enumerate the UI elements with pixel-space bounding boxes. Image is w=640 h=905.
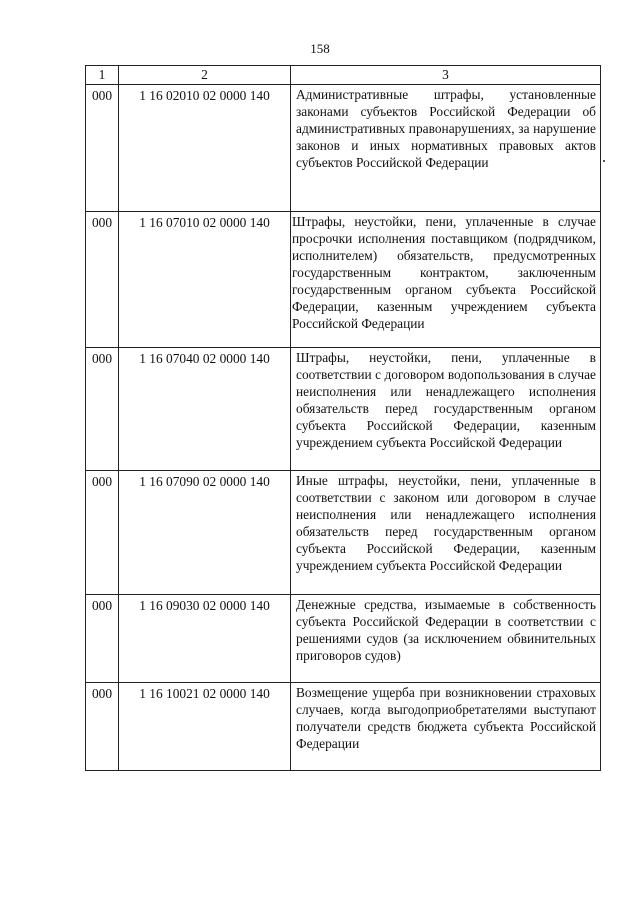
column-header-1: 1	[86, 66, 119, 85]
revenue-name-cell: Административные штрафы, установленные законами субъектов Российской Федерации об административных правонарушениях, за нарушение законов и иных нормативных правовых актов субъектов Российской Федерации	[291, 85, 601, 212]
table-row	[86, 348, 601, 471]
column-header-3: 3	[291, 66, 601, 85]
table-row	[86, 595, 601, 683]
page-number: 158	[310, 41, 330, 56]
scan-speck	[603, 160, 605, 162]
classification-code-cell: 1 16 07040 02 0000 140	[119, 348, 291, 471]
admin-code-cell: 000	[86, 212, 119, 348]
revenue-name-cell: Денежные средства, изымаемые в собственность субъекта Российской Федерации в соответствии с решениями судов (за исключением обвинительных приговоров судов)	[291, 595, 601, 683]
classification-code-cell: 1 16 07010 02 0000 140	[119, 212, 291, 348]
admin-code-cell: 000	[86, 348, 119, 471]
admin-code-cell: 000	[86, 85, 119, 212]
table-row	[86, 683, 601, 771]
table-row	[86, 471, 601, 595]
table-row	[86, 85, 601, 212]
admin-code-cell: 000	[86, 471, 119, 595]
column-header-2: 2	[119, 66, 291, 85]
admin-code-cell: 000	[86, 683, 119, 771]
classification-code-cell: 1 16 09030 02 0000 140	[119, 595, 291, 683]
classification-code-cell: 1 16 07090 02 0000 140	[119, 471, 291, 595]
admin-code-cell: 000	[86, 595, 119, 683]
revenue-name-cell: Возмещение ущерба при возникновении страховых случаев, когда выгодоприобретателями выступают получатели средств бюджета субъекта Российской Федерации	[291, 683, 601, 771]
revenue-name-cell: Штрафы, неустойки, пени, уплаченные в соответствии с договором водопользования в случае неисполнения или ненадлежащего исполнения обязательств перед государственным органом субъекта Российской Федерации, казенным учреждением субъекта Российской Федерации	[291, 348, 601, 471]
revenue-name-cell: Иные штрафы, неустойки, пени, уплаченные в соответствии с законом или договором в случае неисполнения или ненадлежащего исполнения обязательств перед государственным органом субъекта Российской Федерации, казенным учреждением субъекта Российской Федерации	[291, 471, 601, 595]
classification-code-cell: 1 16 02010 02 0000 140	[119, 85, 291, 212]
budget-revenue-table	[85, 65, 601, 771]
table-header-row	[86, 66, 601, 85]
classification-code-cell: 1 16 10021 02 0000 140	[119, 683, 291, 771]
table-row	[86, 212, 601, 348]
revenue-name-cell: Штрафы, неустойки, пени, уплаченные в случае просрочки исполнения поставщиком (подрядчиком, исполнителем) обязательств, предусмотренных государственным контрактом, заключенным государственным органом субъекта Российской Федерации, казенным учреждением субъекта Российской Федерации	[291, 212, 601, 348]
